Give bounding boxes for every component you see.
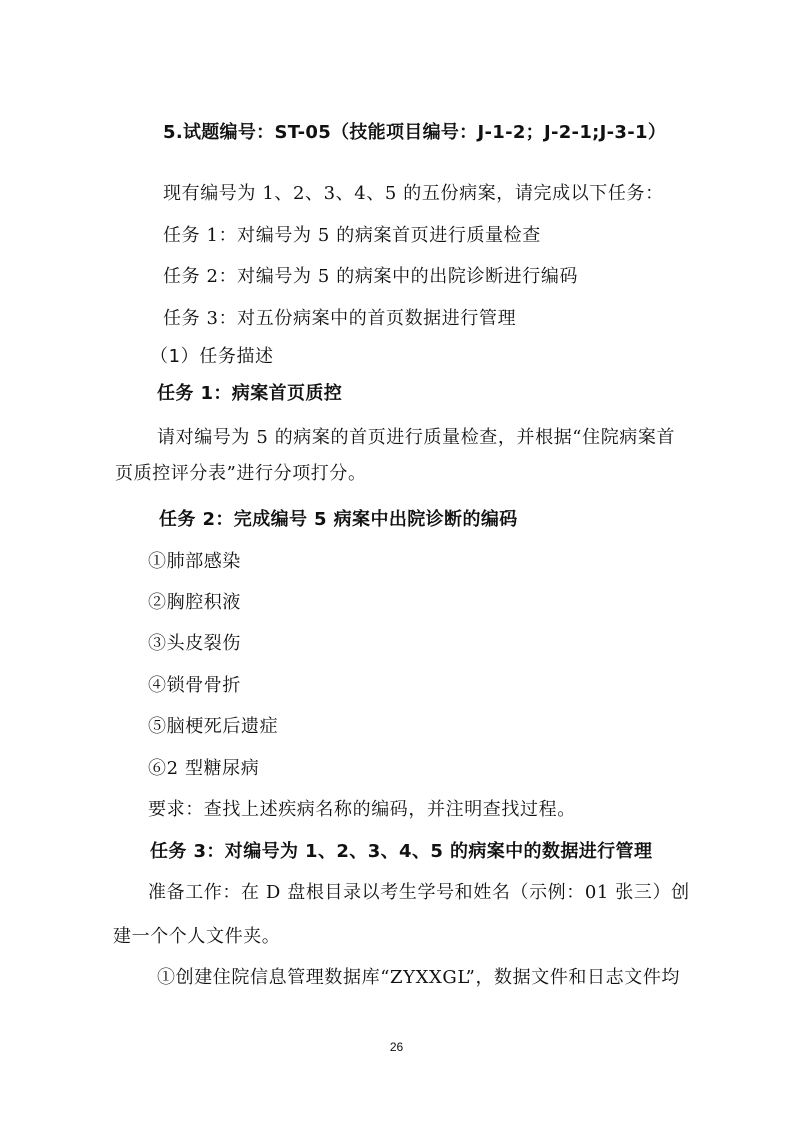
diagnosis-item: ④锁骨骨折 — [148, 675, 241, 696]
intro-task-1: 任务 1：对编号为 5 的病案首页进行质量检查 — [163, 225, 541, 246]
task3-prep-line2: 建一个个人文件夹。 — [113, 926, 281, 947]
diagnosis-item: ②胸腔积液 — [148, 592, 241, 613]
task1-body-line1: 请对编号为 5 的病案的首页进行质量检查，并根据“住院病案首 — [157, 427, 676, 448]
page-number: 26 — [389, 1040, 404, 1054]
intro-lead: 现有编号为 1、2、3、4、5 的五份病案，请完成以下任务： — [163, 183, 664, 204]
task2-heading: 任务 2：完成编号 5 病案中出院诊断的编码 — [159, 509, 518, 530]
task1-heading: 任务 1：病案首页质控 — [157, 383, 343, 404]
task2-requirement: 要求：查找上述疾病名称的编码，并注明查找过程。 — [148, 799, 576, 820]
section-label: （1）任务描述 — [150, 346, 274, 367]
task3-step1: ①创建住院信息管理数据库“ZYXXGL”，数据文件和日志文件均 — [157, 967, 681, 988]
exam-title: 5.试题编号：ST-05（技能项目编号：J-1-2；J-2-1;J-3-1） — [163, 122, 667, 143]
diagnosis-item: ⑤脑梗死后遗症 — [148, 716, 279, 737]
diagnosis-item: ①肺部感染 — [148, 551, 241, 572]
intro-task-3: 任务 3：对五份病案中的首页数据进行管理 — [163, 308, 517, 329]
diagnosis-item: ⑥2 型糖尿病 — [148, 758, 260, 779]
task1-body-line2: 页质控评分表”进行分项打分。 — [115, 463, 367, 484]
diagnosis-item: ③头皮裂伤 — [148, 633, 241, 654]
intro-task-2: 任务 2：对编号为 5 的病案中的出院诊断进行编码 — [163, 266, 579, 287]
task3-prep-line1: 准备工作：在 D 盘根目录以考生学号和姓名（示例：01 张三）创 — [148, 882, 690, 903]
task3-heading: 任务 3：对编号为 1、2、3、4、5 的病案中的数据进行管理 — [150, 841, 653, 862]
